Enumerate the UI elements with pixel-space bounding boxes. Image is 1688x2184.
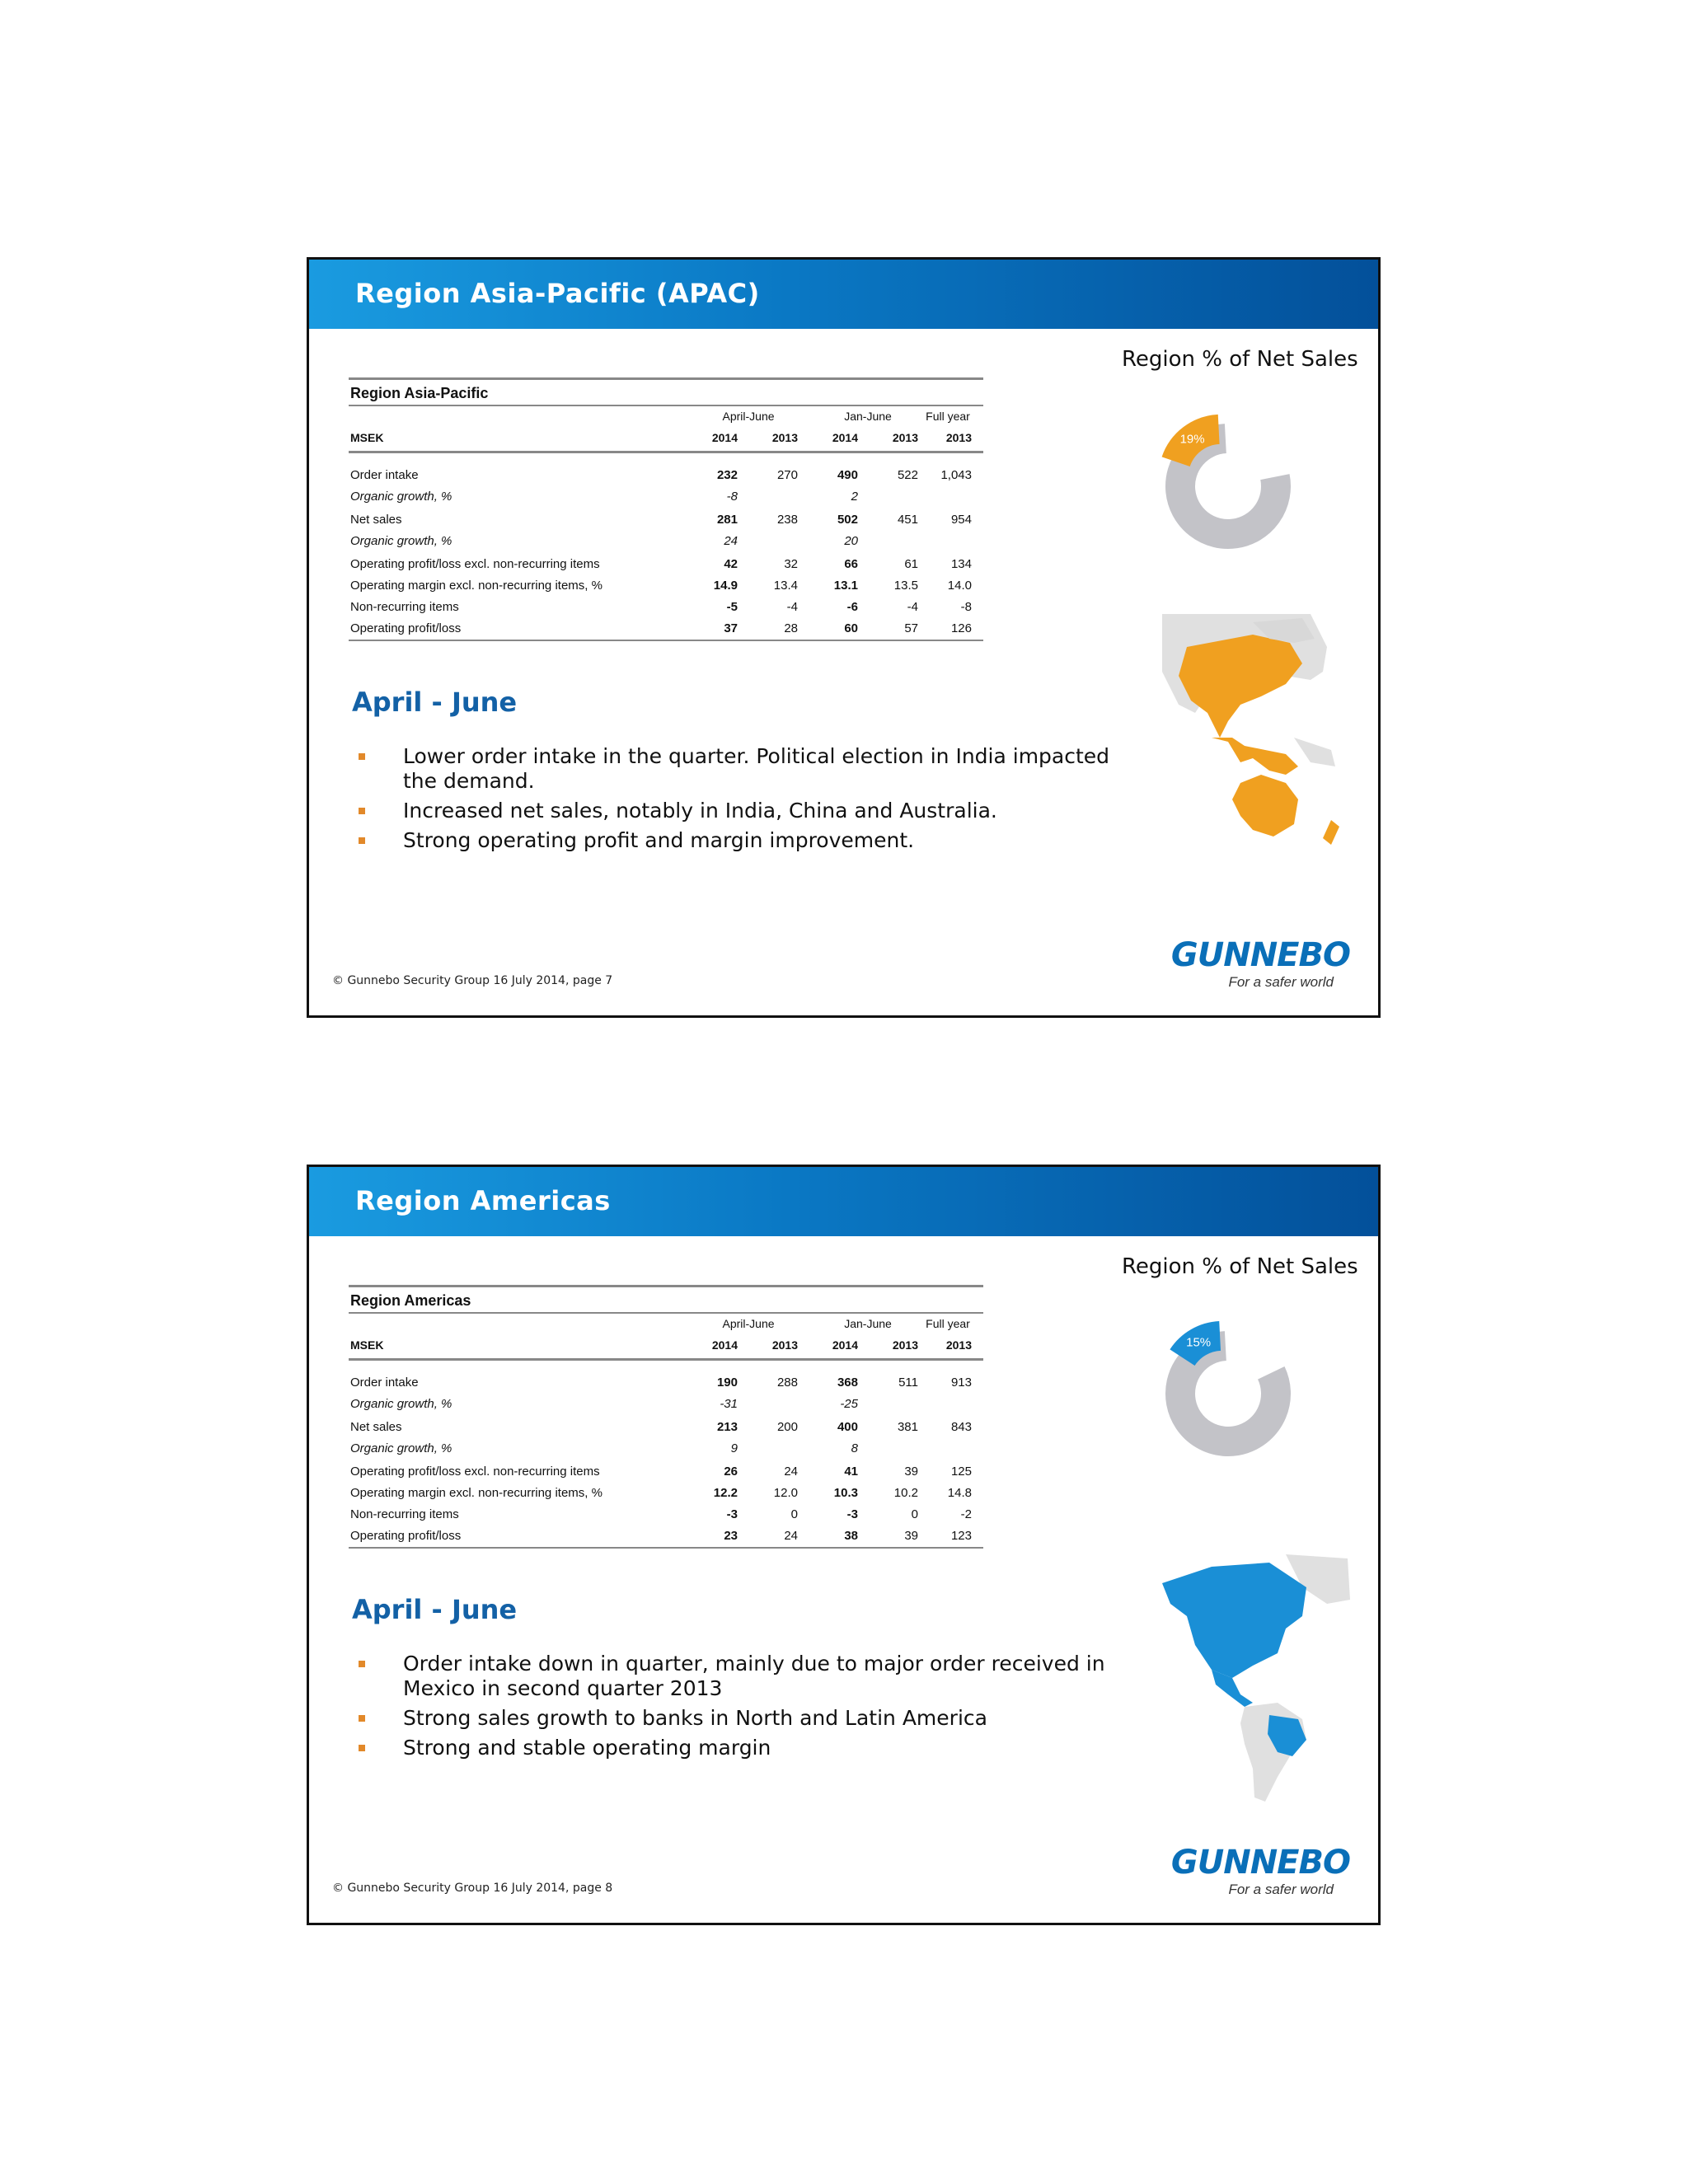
table-cell: 213: [716, 1420, 738, 1434]
table-cell: 400: [837, 1420, 858, 1434]
table-cell: 20: [844, 534, 858, 548]
section-title: April - June: [352, 1594, 518, 1625]
logo-wordmark: GUNNEBO: [1170, 1844, 1350, 1882]
table-cell: 13.4: [773, 579, 798, 593]
table-cell: 41: [844, 1465, 858, 1479]
bullet-marker: [359, 1745, 365, 1751]
row-label: Operating profit/loss excl. non-recurring items: [350, 557, 600, 571]
financial-table: [349, 377, 983, 641]
slide-header: [309, 260, 1378, 329]
table-row: [349, 1438, 983, 1460]
table-cell: 368: [837, 1376, 858, 1390]
bullet-list: [357, 744, 1148, 858]
table-cell: -31: [720, 1397, 738, 1411]
table-cell: 12.0: [773, 1486, 798, 1500]
row-label: Organic growth, %: [350, 490, 452, 504]
year-header: 2013: [945, 431, 972, 444]
logo-tagline: For a safer world: [1228, 1882, 1334, 1897]
period-jan-june: Jan-June: [844, 410, 892, 423]
table-bottom-rule: [349, 1547, 983, 1549]
period-jan-june: Jan-June: [844, 1317, 892, 1330]
table-cell: 451: [897, 513, 918, 527]
table-cell: 9: [730, 1441, 738, 1455]
year-header: 2013: [945, 1338, 972, 1352]
table-cell: 39: [904, 1529, 918, 1543]
row-label: Non-recurring items: [350, 600, 459, 614]
row-label: Organic growth, %: [350, 1397, 452, 1411]
donut-title: Region % of Net Sales: [1122, 347, 1358, 372]
gunnebo-logo: [1160, 1844, 1350, 1901]
table-row: [349, 618, 983, 640]
table-row: [349, 597, 983, 618]
table-row: [349, 1417, 983, 1438]
bullet-marker: [359, 837, 365, 844]
table-row: [349, 531, 983, 552]
table-row: [349, 1504, 983, 1526]
period-full-year: Full year: [926, 1317, 970, 1330]
bullet-marker: [359, 1715, 365, 1722]
table-cell: 190: [716, 1376, 738, 1390]
row-label: Operating profit/loss: [350, 621, 462, 635]
table-cell: 125: [950, 1465, 972, 1479]
table-cell: 26: [724, 1465, 738, 1479]
table-title: Region Asia-Pacific: [350, 385, 489, 401]
table-cell: 24: [724, 534, 738, 548]
bullet-item: Increased net sales, notably in India, China and Australia.: [357, 799, 1148, 823]
table-cell: -5: [726, 600, 738, 614]
table-cell: 13.5: [893, 579, 918, 593]
table-cell: 24: [784, 1529, 798, 1543]
year-header: 2013: [892, 431, 918, 444]
unit-label: MSEK: [350, 431, 384, 444]
bullet-marker: [359, 1661, 365, 1667]
table-cell: 511: [898, 1376, 918, 1390]
row-label: Operating margin excl. non-recurring items, %: [350, 579, 603, 593]
table-row: [349, 1372, 983, 1394]
donut-title: Region % of Net Sales: [1122, 1254, 1358, 1279]
bullet-marker: [359, 753, 365, 760]
table-row: [349, 1526, 983, 1547]
table-cell: 28: [784, 621, 798, 635]
bullet-item: Order intake down in quarter, mainly due to major order received in Mexico in second quarter 2013: [357, 1652, 1148, 1701]
table-cell: 134: [950, 557, 972, 571]
row-label: Order intake: [350, 1376, 419, 1390]
financial-table: [349, 1285, 983, 1549]
footer-copyright: © Gunnebo Security Group 16 July 2014, page 7: [332, 974, 613, 987]
row-label: Operating profit/loss excl. non-recurring items: [350, 1465, 600, 1479]
row-label: Net sales: [350, 1420, 402, 1434]
table-cell: -4: [907, 600, 918, 614]
table-cell: 32: [784, 557, 798, 571]
row-label: Organic growth, %: [350, 1441, 452, 1455]
year-header: 2014: [832, 1338, 858, 1352]
net-sales-donut-chart: [1150, 408, 1306, 565]
net-sales-donut-chart: [1150, 1315, 1306, 1472]
slide-title: Region Asia-Pacific (APAC): [355, 278, 760, 309]
table-cell: -4: [786, 600, 798, 614]
table-cell: 38: [844, 1529, 858, 1543]
table-row: [349, 486, 983, 508]
logo-wordmark: GUNNEBO: [1170, 936, 1350, 974]
table-cell: 502: [837, 513, 858, 527]
table-row: [349, 575, 983, 597]
table-cell: 60: [844, 621, 858, 635]
table-cell: 238: [776, 513, 798, 527]
table-cell: 1,043: [940, 468, 972, 482]
table-cell: 14.9: [713, 579, 738, 593]
year-header: 2014: [711, 1338, 738, 1352]
logo-tagline: For a safer world: [1228, 974, 1334, 990]
year-header: 2014: [711, 431, 738, 444]
period-april-june: April-June: [722, 1317, 775, 1330]
table-cell: 24: [784, 1465, 798, 1479]
table-cell: 232: [716, 468, 738, 482]
row-label: Operating profit/loss: [350, 1529, 462, 1543]
year-header: 2013: [771, 431, 798, 444]
year-header: 2014: [832, 431, 858, 444]
bullet-list: [357, 1652, 1148, 1765]
donut-percent-label: 15%: [1186, 1335, 1212, 1350]
table-row: [349, 509, 983, 531]
row-label: Order intake: [350, 468, 419, 482]
section-title: April - June: [352, 687, 518, 718]
table-cell: 0: [911, 1507, 918, 1521]
table-cell: 14.0: [947, 579, 972, 593]
americas-region-map: [1162, 1554, 1360, 1810]
table-row: [349, 1461, 983, 1483]
table-cell: 8: [851, 1441, 858, 1455]
apac-region-map: [1162, 614, 1360, 861]
year-header: 2013: [771, 1338, 798, 1352]
table-cell: -8: [960, 600, 972, 614]
table-cell: 61: [904, 557, 918, 571]
bullet-item: Strong sales growth to banks in North and Latin America: [357, 1706, 1148, 1731]
table-cell: -8: [726, 490, 738, 504]
table-cell: 0: [790, 1507, 798, 1521]
table-cell: 57: [904, 621, 918, 635]
table-cell: 522: [897, 468, 918, 482]
table-cell: -3: [846, 1507, 858, 1521]
table-cell: 913: [950, 1376, 972, 1390]
slide-title: Region Americas: [355, 1185, 611, 1216]
table-cell: -25: [840, 1397, 858, 1411]
row-label: Organic growth, %: [350, 534, 452, 548]
table-row: [349, 1394, 983, 1415]
row-label: Net sales: [350, 513, 402, 527]
slide-apac: [307, 257, 1381, 1018]
slide-header: [309, 1167, 1378, 1236]
row-label: Operating margin excl. non-recurring items, %: [350, 1486, 603, 1500]
year-header: 2013: [892, 1338, 918, 1352]
bullet-item: Lower order intake in the quarter. Political election in India impacted the demand.: [357, 744, 1148, 794]
table-cell: 381: [897, 1420, 918, 1434]
period-april-june: April-June: [722, 410, 775, 423]
table-cell: -6: [846, 600, 858, 614]
bullet-item: Strong operating profit and margin improvement.: [357, 828, 1148, 853]
table-row: [349, 465, 983, 486]
donut-percent-label: 19%: [1179, 432, 1205, 447]
row-label: Non-recurring items: [350, 1507, 459, 1521]
table-cell: 12.2: [713, 1486, 738, 1500]
table-cell: 954: [950, 513, 972, 527]
gunnebo-logo: [1160, 936, 1350, 994]
table-cell: 126: [950, 621, 972, 635]
unit-label: MSEK: [350, 1338, 384, 1352]
table-cell: -2: [960, 1507, 972, 1521]
table-cell: 13.1: [833, 579, 858, 593]
table-cell: 10.2: [893, 1486, 918, 1500]
slide-americas: [307, 1165, 1381, 1925]
table-cell: 66: [844, 557, 858, 571]
table-cell: 37: [724, 621, 738, 635]
table-cell: 2: [851, 490, 858, 504]
bullet-item: Strong and stable operating margin: [357, 1736, 1148, 1760]
bullet-marker: [359, 808, 365, 814]
footer-copyright: © Gunnebo Security Group 16 July 2014, page 8: [332, 1882, 613, 1895]
table-title: Region Americas: [350, 1292, 471, 1309]
table-row: [349, 1483, 983, 1504]
table-bottom-rule: [349, 640, 983, 641]
period-full-year: Full year: [926, 410, 970, 423]
table-cell: 281: [716, 513, 738, 527]
table-cell: 288: [776, 1376, 798, 1390]
table-cell: 23: [724, 1529, 738, 1543]
table-cell: 10.3: [833, 1486, 858, 1500]
table-cell: 490: [837, 468, 858, 482]
table-cell: 42: [724, 557, 738, 571]
table-cell: 14.8: [947, 1486, 972, 1500]
table-cell: 200: [776, 1420, 798, 1434]
table-cell: -3: [726, 1507, 738, 1521]
table-cell: 843: [950, 1420, 972, 1434]
table-cell: 123: [950, 1529, 972, 1543]
table-row: [349, 554, 983, 575]
table-cell: 270: [776, 468, 798, 482]
table-cell: 39: [904, 1465, 918, 1479]
